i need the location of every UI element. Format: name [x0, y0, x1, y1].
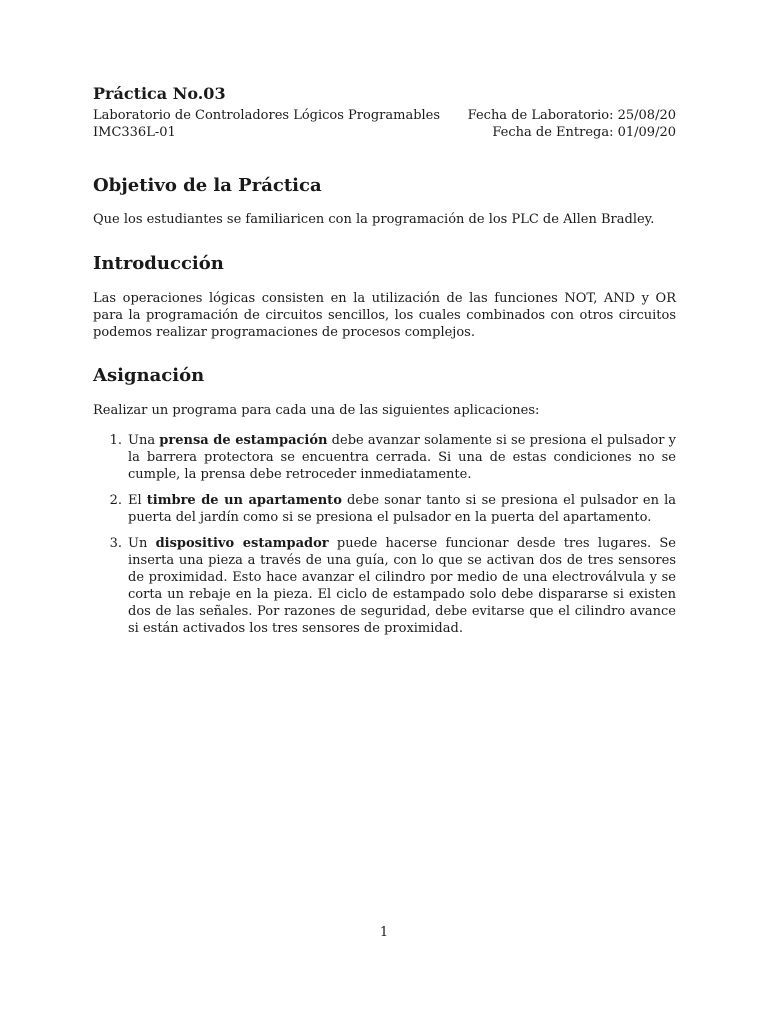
document-page [93, 84, 676, 646]
item-post: debe sonar tanto si se presiona el pulsador en la puerta del jardín como si se presiona el pulsador en la puerta del apartamento. [128, 493, 677, 525]
course-name: Laboratorio de Controladores Lógicos Programables [93, 108, 441, 123]
item-bold-term: timbre de un apartamento [146, 493, 342, 508]
assignment-intro: Realizar un programa para cada una de las siguientes aplicaciones: [93, 403, 540, 418]
list-item [93, 535, 676, 637]
item-number: 2. [109, 493, 122, 508]
header-row-code [93, 124, 676, 141]
item-post: puede hacerse funcionar desde tres lugares. Se inserta una pieza a través de una guía, con lo que se activan dos de tres sensores de proximidad. Esto hace avanzar el cilindro por medio de una electroválvula y se corta un rebaje en la pieza. El ciclo de estampado solo debe dispararse si existen dos de las señales. Por razones de seguridad, debe evitarse que el cilindro avance si están activados los tres sensores de proximidad. [128, 536, 676, 636]
item-text [128, 432, 676, 483]
objective-heading: Objetivo de la Práctica [93, 175, 322, 196]
item-text [128, 492, 676, 526]
assignment-heading: Asignación [93, 365, 205, 386]
course-code: IMC336L-01 [93, 125, 176, 140]
due-date: Fecha de Entrega: 01/09/20 [492, 125, 676, 140]
lab-date: Fecha de Laboratorio: 25/08/20 [467, 108, 676, 123]
item-bold-term: dispositivo estampador [155, 536, 329, 551]
item-text [128, 535, 676, 637]
item-bold-term: prensa de estampación [159, 433, 328, 448]
document-title: Práctica No.03 [93, 84, 226, 103]
task-list [93, 432, 676, 637]
list-item [93, 432, 676, 483]
item-pre: Un [128, 536, 156, 551]
page-number: 1 [379, 925, 389, 940]
list-item [93, 492, 676, 526]
objective-text: Que los estudiantes se familiaricen con la programación de los PLC de Allen Bradley. [93, 212, 655, 227]
introduction-heading: Introducción [93, 253, 224, 274]
header-row-course [93, 107, 676, 124]
item-pre: El [128, 493, 147, 508]
introduction-text: Las operaciones lógicas consisten en la utilización de las funciones NOT, AND y OR para la programación de circuitos sencillos, los cuales combinados con otros circuitos podemos realizar programaciones de procesos complejos. [93, 291, 676, 340]
item-number: 3. [109, 536, 122, 551]
item-number: 1. [109, 433, 122, 448]
item-pre: Una [128, 433, 160, 448]
item-post: debe avanzar solamente si se presiona el pulsador y la barrera protectora se encuentra cerrada. Si una de estas condiciones no se cumple, la prensa debe retroceder inmediatamente. [128, 433, 676, 482]
